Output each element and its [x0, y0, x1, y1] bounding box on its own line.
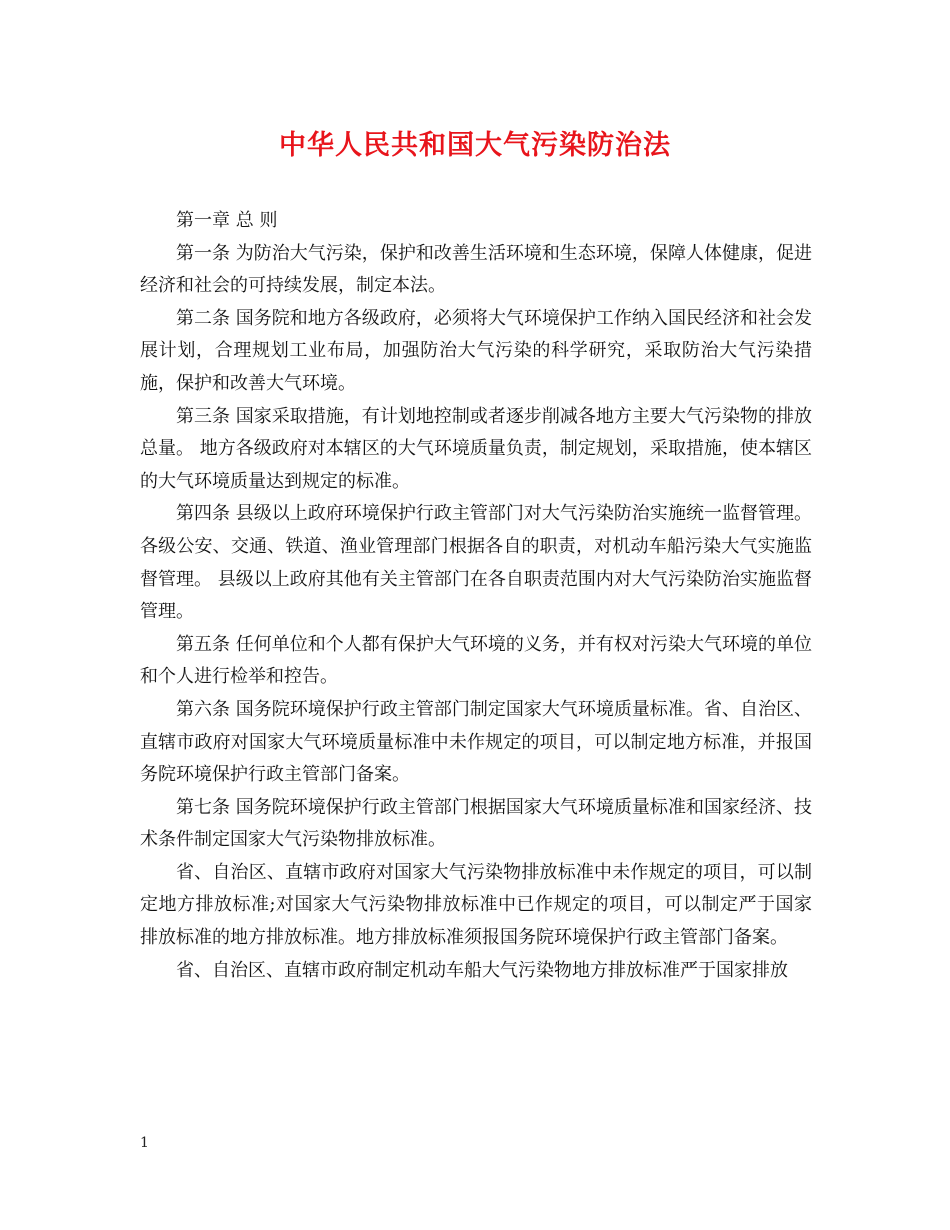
article-6: 第六条 国务院环境保护行政主管部门制定国家大气环境质量标准。省、自治区、直辖市政府对国家大气环境质量标准中未作规定的项目，可以制定地方标准，并报国务院环境保护行政主管部门备案。: [140, 698, 812, 786]
article-4: 第四条 县级以上政府环境保护行政主管部门对大气污染防治实施统一监督管理。 各级公安、交通、铁道、渔业管理部门根据各自的职责，对机动车船污染大气实施监督管理。 县级以上政府其他有关主管部门在各自职责范围内对大气污染防治实施监督管理。: [140, 503, 812, 623]
article-7: 第七条 国务院环境保护行政主管部门根据国家大气环境质量标准和国家经济、技术条件制定国家大气污染物排放标准。: [140, 796, 812, 851]
chapter-heading: 第一章 总 则: [176, 210, 278, 231]
article-2: 第二条 国务院和地方各级政府，必须将大气环境保护工作纳入国民经济和社会发展计划，合理规划工业布局，加强防治大气污染的科学研究，采取防治大气污染措施，保护和改善大气环境。: [140, 307, 812, 394]
article-7-paragraph-3: 省、自治区、直辖市政府制定机动车船大气污染物地方排放标准严于国家排放: [176, 959, 788, 981]
page-number: 1: [140, 1135, 149, 1151]
article-1: 第一条 为防治大气污染，保护和改善生活环境和生态环境，保障人体健康，促进经济和社会的可持续发展，制定本法。: [140, 242, 812, 297]
article-3: 第三条 国家采取措施，有计划地控制或者逐步削减各地方主要大气污染物的排放总量。 地方各级政府对本辖区的大气环境质量负责，制定规划，采取措施，使本辖区的大气环境质量达到规定的标准。: [140, 405, 812, 492]
article-7-paragraph-2: 省、自治区、直辖市政府对国家大气污染物排放标准中未作规定的项目，可以制定地方排放标准;对国家大气污染物排放标准中已作规定的项目，可以制定严于国家排放标准的地方排放标准。地方排放标准须报国务院环境保护行政主管部门备案。: [140, 861, 812, 949]
document-body: [140, 205, 812, 987]
document-title: 中华人民共和国大气污染防治法: [279, 130, 671, 161]
article-5: 第五条 任何单位和个人都有保护大气环境的义务，并有权对污染大气环境的单位和个人进行检举和控告。: [140, 633, 812, 688]
